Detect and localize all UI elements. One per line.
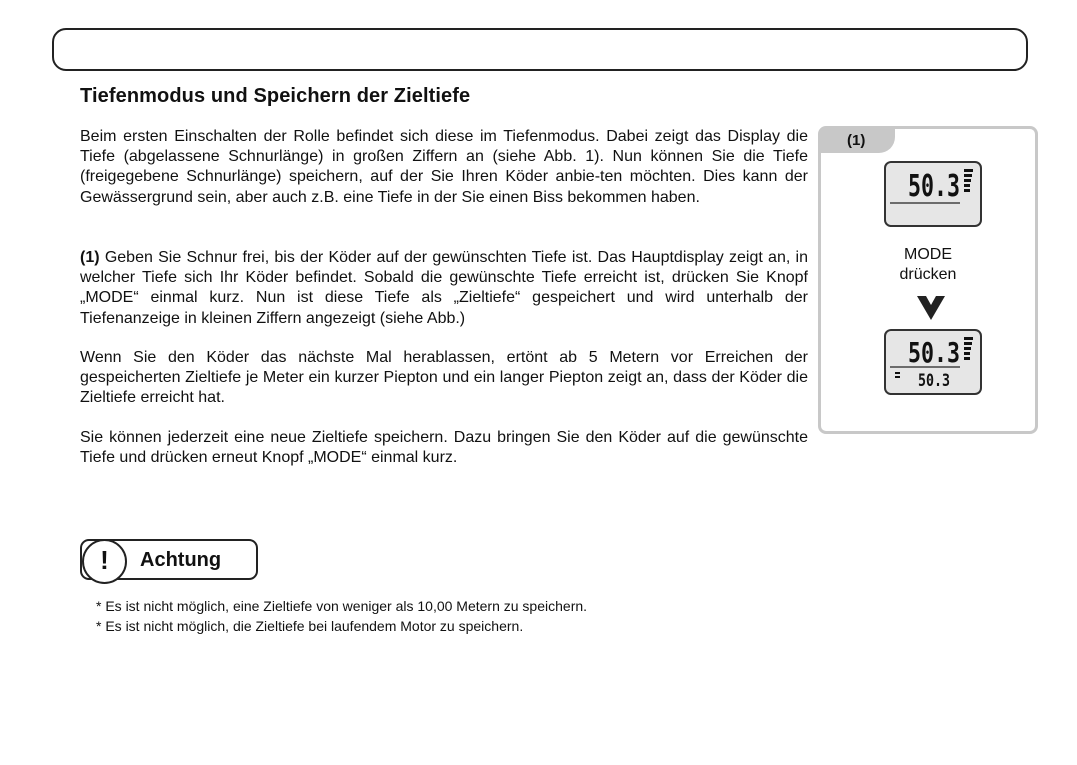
- exclamation-icon: !: [82, 539, 127, 584]
- header-bar: [52, 28, 1028, 71]
- lcd-main-value: 50.3: [908, 336, 960, 369]
- paragraph-new-target: Sie können jederzeit eine neue Zieltiefe speichern. Dazu bringen Sie den Köder auf die gewünschte Tiefe und drücken erneut Knopf „MODE“ einmal kurz.: [80, 429, 808, 467]
- step-marker: (1): [80, 249, 100, 266]
- paragraph-step-1-text: Geben Sie Schnur frei, bis der Köder auf der gewünschten Tiefe ist. Das Hauptdisplay zeigt an, in welcher Tiefe sich Ihr Köder befindet. Sobald die gewünschte Tiefe erreicht ist, drücken Sie Knopf „MODE“ einmal kurz. Nun ist diese Tiefe als „Zieltiefe“ gespeichert und wird unterhalb der Tiefenanzeige in kleinen Ziffern angezeigt (siehe Abb.): [80, 249, 808, 327]
- lcd-screen-before: [886, 163, 980, 225]
- instruction-mode: MODE: [904, 246, 952, 263]
- warning-note: * Es ist nicht möglich, eine Zieltiefe von weniger als 10,00 Metern zu speichern.: [96, 598, 588, 614]
- instruction-press: drücken: [899, 266, 957, 283]
- paragraph-intro: Beim ersten Einschalten der Rolle befindet sich diese im Tiefenmodus. Dabei zeigt das Display die Tiefe (abgelassene Schnurlänge) in großen Ziffern an (siehe Abb. 1). Nun können Sie die Tiefe (freigegebene Schnurlänge) speichern, auf der Sie Ihren Köder anbie-ten möchten. Dies kann der Gewässergrund sein, aber auch z.B. eine Tiefe in der Sie einen Biss bekommen haben.: [80, 128, 808, 206]
- paragraph-step-1: [80, 248, 808, 329]
- signal-bars-icon: [964, 169, 973, 192]
- page-title: Tiefenmodus und Speichern der Zieltiefe: [80, 85, 471, 107]
- warning-note: * Es ist nicht möglich, die Zieltiefe bei laufendem Motor zu speichern.: [96, 618, 524, 634]
- figure-tab-label: (1): [847, 132, 866, 149]
- target-marker-icon: [895, 372, 900, 378]
- figure-tab: [821, 129, 895, 153]
- lcd-display-before: [884, 161, 982, 227]
- warning-title: Achtung: [140, 549, 222, 571]
- triangle-down-icon: [917, 296, 945, 320]
- paragraph-beep: Wenn Sie den Köder das nächste Mal herablassen, ertönt ab 5 Metern vor Erreichen der gespeicherten Zieltiefe je Meter ein kurzer Piepton und ein langer Piepton zeigt an, dass der Köder die Zieltiefe erreicht hat.: [80, 349, 808, 407]
- lcd-display-after: [884, 329, 982, 395]
- lcd-screen-after: [886, 331, 980, 393]
- lcd-target-value: 50.3: [918, 371, 950, 391]
- warning-box: [80, 539, 258, 580]
- lcd-main-value: 50.3: [908, 169, 960, 204]
- figure-panel: [818, 126, 1038, 434]
- signal-bars-icon: [964, 337, 973, 360]
